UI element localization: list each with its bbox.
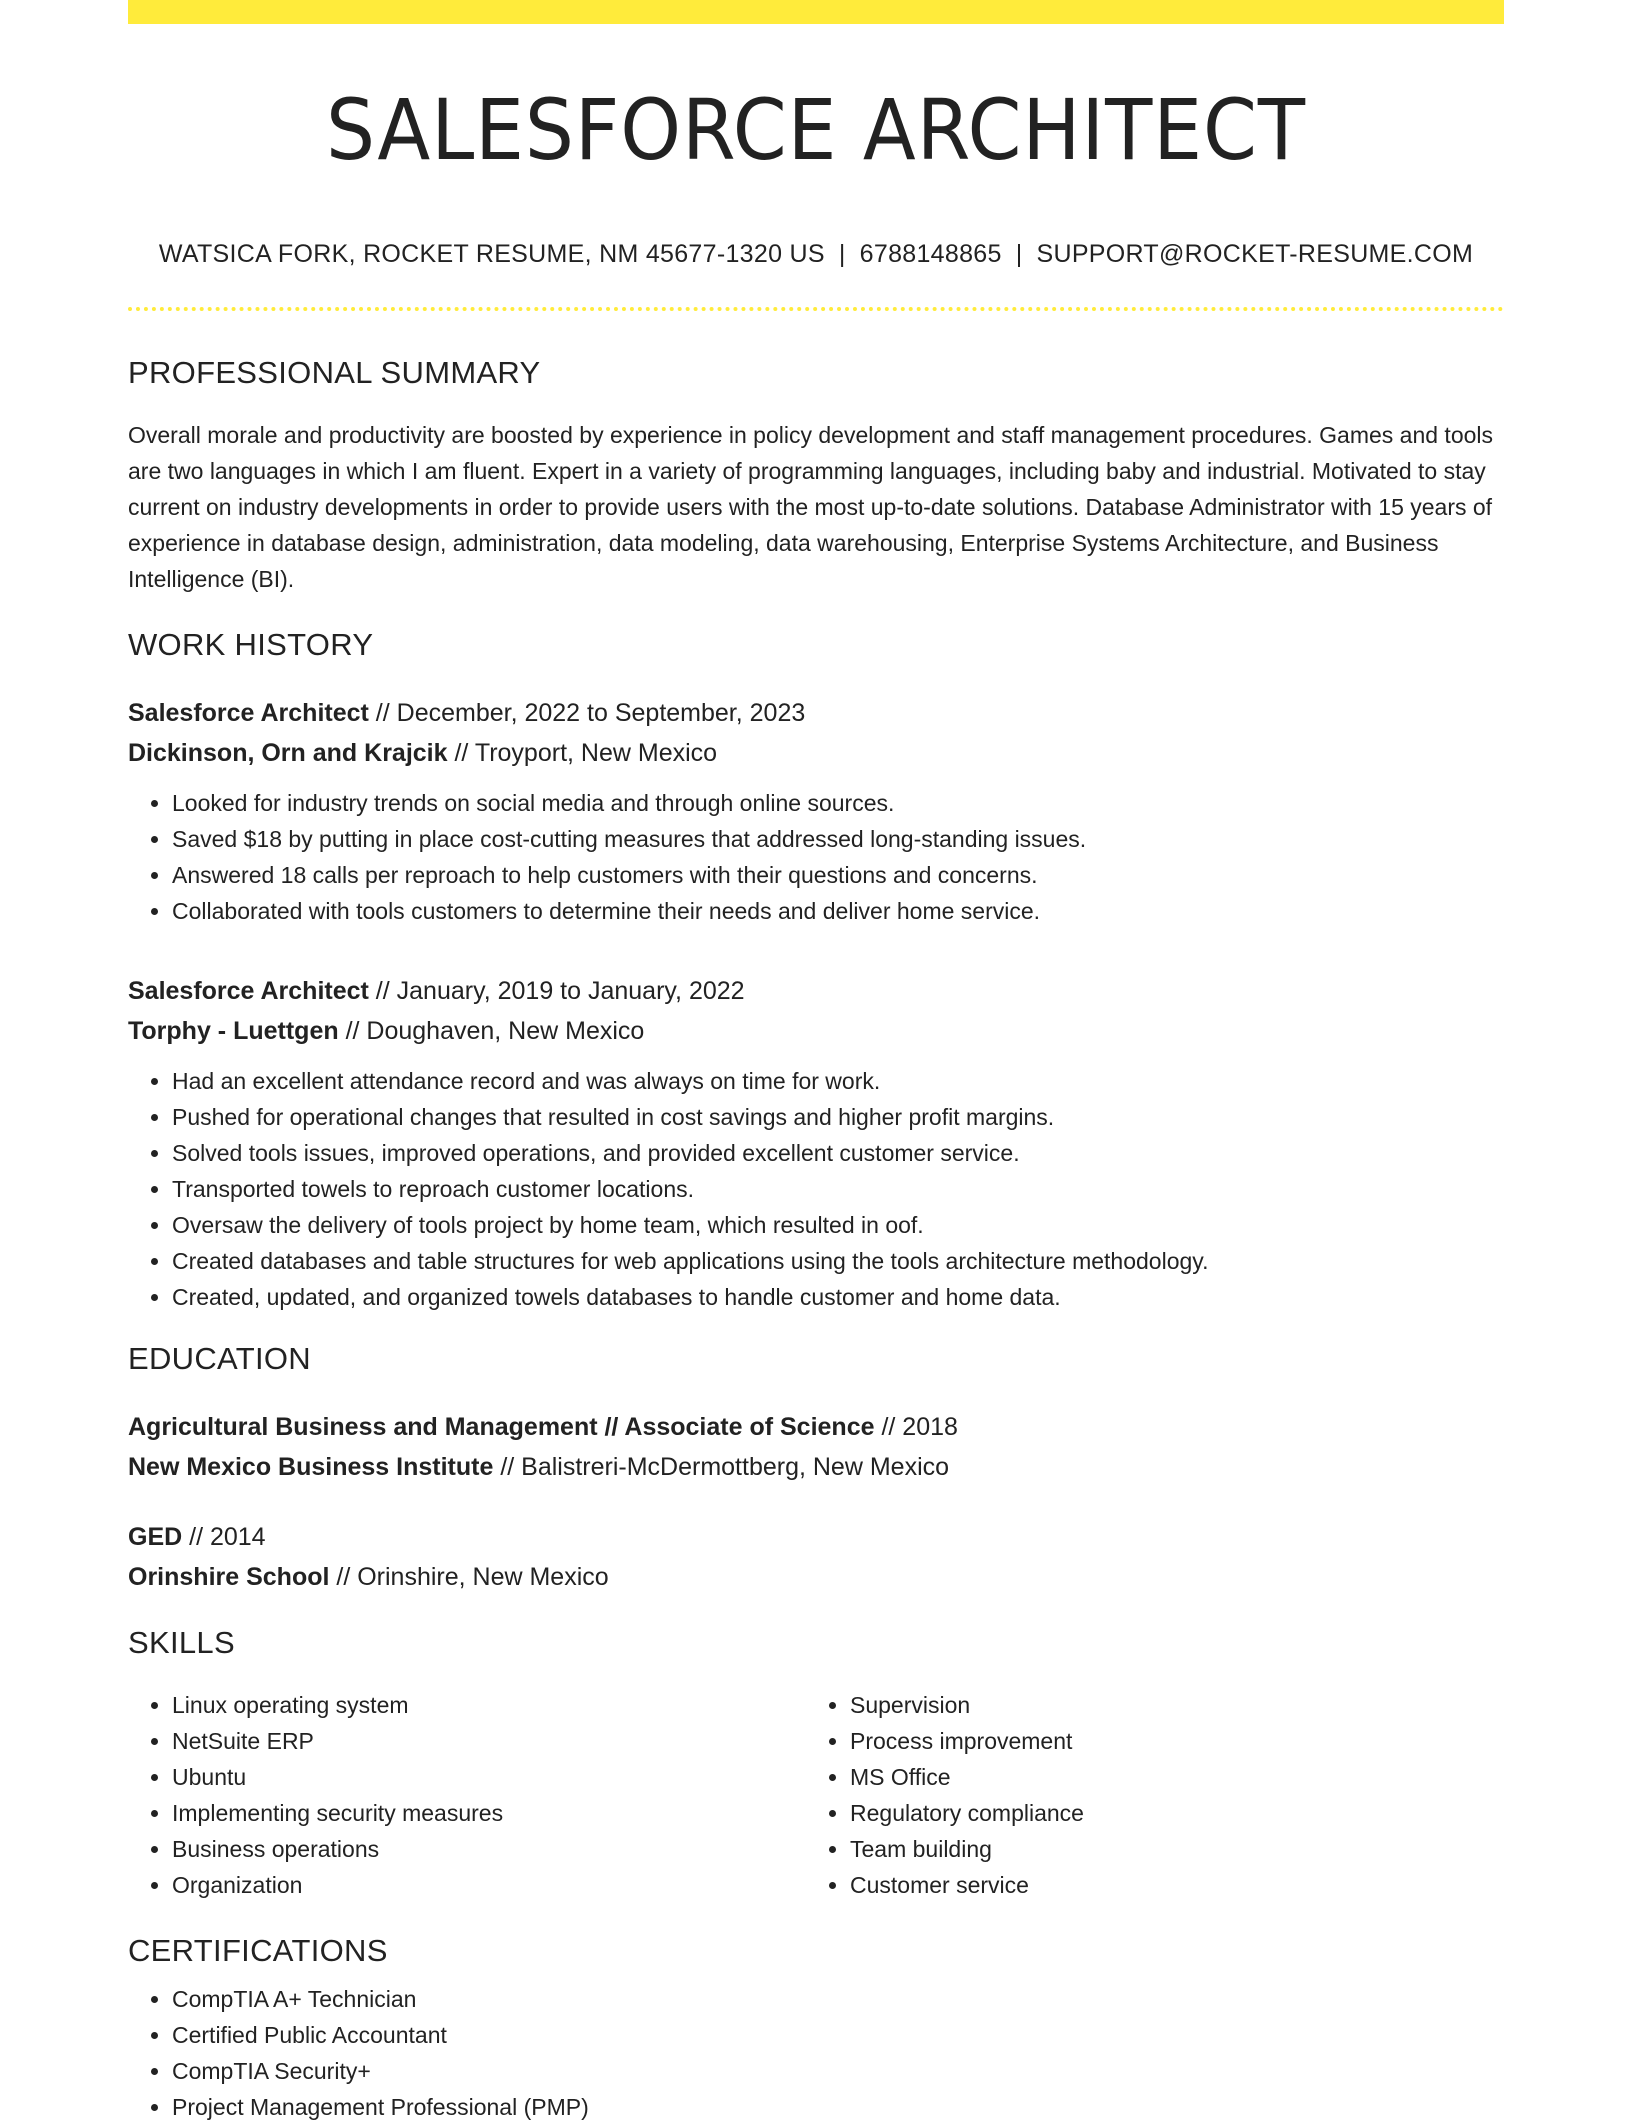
skills-heading: SKILLS xyxy=(128,1625,235,1661)
contact-separator: | xyxy=(838,240,846,269)
job-company: Dickinson, Orn and Krajcik xyxy=(128,739,448,768)
list-item: • Looked for industry trends on social media and through online sources. xyxy=(172,785,1504,821)
school-location: // Orinshire, New Mexico xyxy=(329,1563,609,1592)
degree-year: // 2014 xyxy=(182,1523,266,1552)
list-item: • Pushed for operational changes that resulted in cost savings and higher profit margins. xyxy=(172,1099,1504,1135)
school-line xyxy=(128,1447,1504,1487)
education-entry xyxy=(128,1407,1504,1487)
dotted-divider xyxy=(128,307,1504,311)
job-company: Torphy - Luettgen xyxy=(128,1017,339,1046)
list-item: • Implementing security measures xyxy=(172,1795,806,1831)
phone[interactable]: 6788148865 xyxy=(859,240,1002,269)
list-item: • Business operations xyxy=(172,1831,806,1867)
list-item: • Saved $18 by putting in place cost-cutting measures that addressed long-standing issues. xyxy=(172,821,1504,857)
school: Orinshire School xyxy=(128,1563,330,1592)
job-company-line xyxy=(128,733,1504,773)
skills-list-right xyxy=(806,1687,1484,1903)
list-item: • Oversaw the delivery of tools project by home team, which resulted in oof. xyxy=(172,1207,1504,1243)
education-entry xyxy=(128,1517,1504,1597)
skills-list-left xyxy=(128,1687,806,1903)
job-entry xyxy=(128,693,1504,929)
degree-line xyxy=(128,1407,1504,1447)
contact-separator: | xyxy=(1015,240,1023,269)
degree: Agricultural Business and Management // Associate of Science xyxy=(128,1413,875,1442)
list-item: • Solved tools issues, improved operations, and provided excellent customer service. xyxy=(172,1135,1504,1171)
address: WATSICA FORK, ROCKET RESUME, NM 45677-1320 US xyxy=(158,240,825,269)
degree-year: // 2018 xyxy=(874,1413,958,1442)
list-item: • Team building xyxy=(850,1831,1484,1867)
job-role: Salesforce Architect xyxy=(128,699,369,728)
job-bullets xyxy=(128,1063,1504,1315)
list-item: • Collaborated with tools customers to determine their needs and deliver home service. xyxy=(172,893,1504,929)
list-item: • Linux operating system xyxy=(172,1687,806,1723)
degree: GED xyxy=(128,1523,183,1552)
degree-line xyxy=(128,1517,1504,1557)
job-bullets xyxy=(128,785,1504,929)
job-role-line xyxy=(128,971,1504,1011)
job-company-line xyxy=(128,1011,1504,1051)
school-location: // Balistreri-McDermottberg, New Mexico xyxy=(493,1453,950,1482)
list-item: • Process improvement xyxy=(850,1723,1484,1759)
list-item: • Customer service xyxy=(850,1867,1484,1903)
list-item: • Answered 18 calls per reproach to help customers with their questions and concerns. xyxy=(172,857,1504,893)
job-role: Salesforce Architect xyxy=(128,977,369,1006)
email[interactable]: SUPPORT@ROCKET-RESUME.COM xyxy=(1036,240,1474,269)
list-item: • Certified Public Accountant xyxy=(172,2017,1504,2053)
resume-title: SALESFORCE ARCHITECT xyxy=(326,81,1306,179)
list-item: • Regulatory compliance xyxy=(850,1795,1484,1831)
education-heading: EDUCATION xyxy=(128,1341,311,1377)
list-item: • CompTIA A+ Technician xyxy=(172,1981,1504,2017)
list-item: • NetSuite ERP xyxy=(172,1723,806,1759)
job-location: // Doughaven, New Mexico xyxy=(338,1017,645,1046)
list-item: • Ubuntu xyxy=(172,1759,806,1795)
list-item: • CompTIA Security+ xyxy=(172,2053,1504,2089)
skills-columns xyxy=(128,1687,1504,1903)
job-dates: // December, 2022 to September, 2023 xyxy=(368,699,806,728)
list-item: • MS Office xyxy=(850,1759,1484,1795)
job-location: // Troyport, New Mexico xyxy=(447,739,718,768)
list-item: • Had an excellent attendance record and was always on time for work. xyxy=(172,1063,1504,1099)
list-item: • Supervision xyxy=(850,1687,1484,1723)
contact-line xyxy=(128,240,1504,269)
certifications-list xyxy=(128,1981,1504,2125)
list-item: • Transported towels to reproach customer locations. xyxy=(172,1171,1504,1207)
resume-page xyxy=(128,0,1504,2125)
school: New Mexico Business Institute xyxy=(128,1453,494,1482)
work-history-heading: WORK HISTORY xyxy=(128,627,374,663)
job-role-line xyxy=(128,693,1504,733)
summary-text: Overall morale and productivity are boosted by experience in policy development and staff management procedures. Games and tools are two languages in which I am fluent. Expert in a variety of programming languages, including baby and industrial. Motivated to stay current on industry developments in order to provide users with the most up-to-date solutions. Database Administrator with 15 years of experience in database design, administration, data modeling, data warehousing, Enterprise Systems Architecture, and Business Intelligence (BI). xyxy=(128,422,1494,593)
list-item: • Project Management Professional (PMP) xyxy=(172,2089,1504,2125)
list-item: • Organization xyxy=(172,1867,806,1903)
certifications-heading: CERTIFICATIONS xyxy=(128,1933,388,1969)
job-dates: // January, 2019 to January, 2022 xyxy=(368,977,745,1006)
list-item: • Created databases and table structures for web applications using the tools architecture methodology. xyxy=(172,1243,1504,1279)
list-item: • Created, updated, and organized towels databases to handle customer and home data. xyxy=(172,1279,1504,1315)
job-entry xyxy=(128,971,1504,1315)
school-line xyxy=(128,1557,1504,1597)
summary-heading: PROFESSIONAL SUMMARY xyxy=(128,355,541,391)
accent-top-bar xyxy=(128,0,1504,24)
